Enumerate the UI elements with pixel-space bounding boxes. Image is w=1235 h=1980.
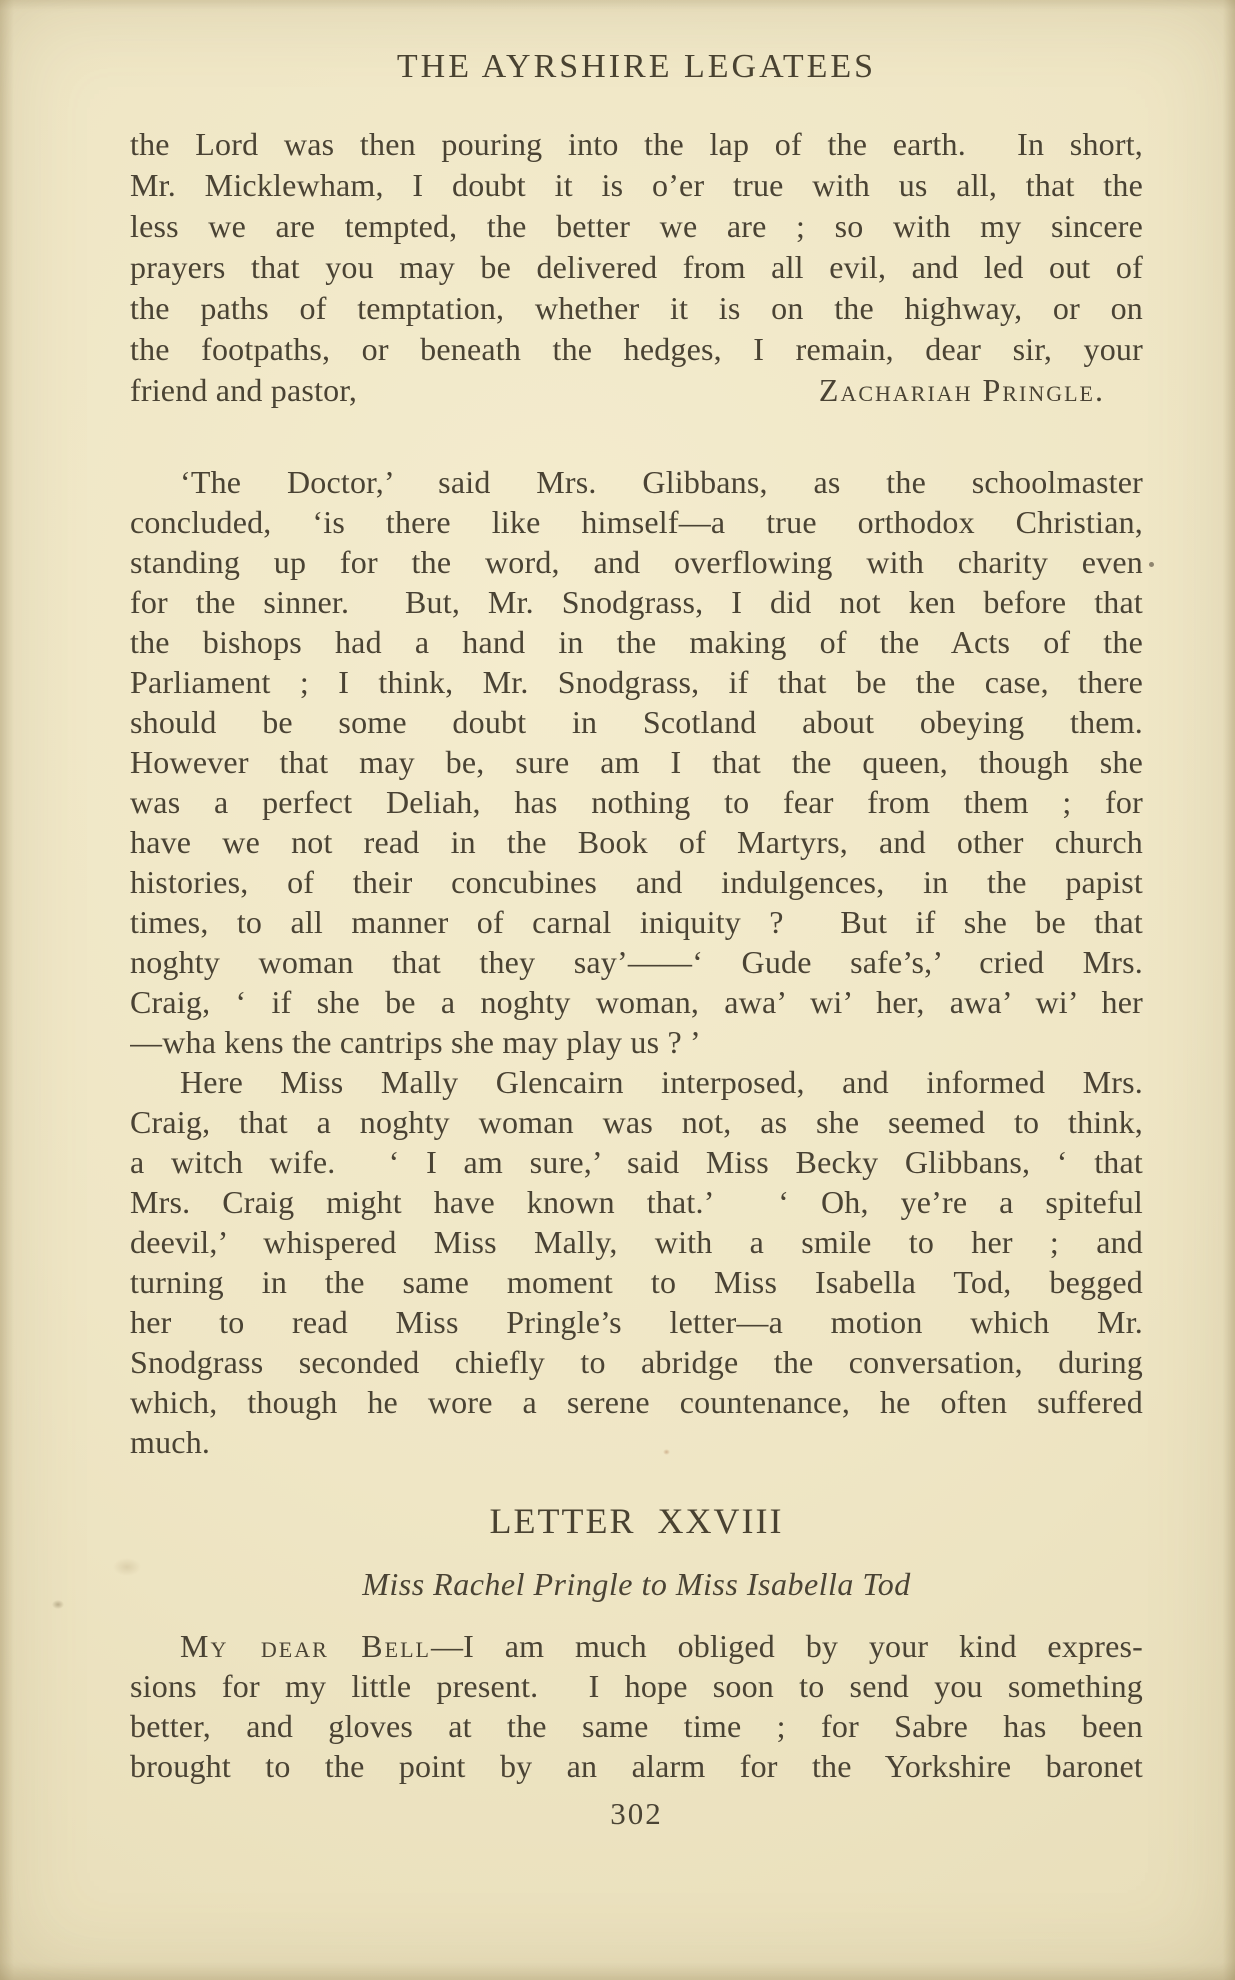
text-line: for the sinner. But, Mr. Snodgrass, I did not ken before that bbox=[130, 584, 1143, 620]
text-line: Mr. Micklewham, I doubt it is o’er true with us all, that the bbox=[130, 167, 1143, 203]
text-line: standing up for the word, and overflowing with charity even bbox=[130, 544, 1143, 580]
text-line: brought to the point by an alarm for the Yorkshire baronet bbox=[130, 1748, 1143, 1784]
text-line: which, though he wore a serene countenance, he often suffered bbox=[130, 1384, 1143, 1420]
text-line: the footpaths, or beneath the hedges, I remain, dear sir, your bbox=[130, 331, 1143, 367]
text-line: Mrs. Craig might have known that.’ ‘ Oh, ye’re a spiteful bbox=[130, 1184, 1143, 1220]
text-line: have we not read in the Book of Martyrs, and other church bbox=[130, 824, 1143, 860]
salutation: My dear Bell bbox=[180, 1628, 431, 1664]
text-line: ‘The Doctor,’ said Mrs. Glibbans, as the schoolmaster bbox=[180, 464, 1143, 500]
text-line: her to read Miss Pringle’s letter—a motion which Mr. bbox=[130, 1304, 1143, 1340]
paragraph-glibbans-dialogue bbox=[130, 462, 1143, 1062]
salutation-rest: —I am much obliged by your kind expres- bbox=[430, 1628, 1143, 1664]
text-line: the Lord was then pouring into the lap of the earth. In short, bbox=[130, 126, 1143, 162]
text-line: Snodgrass seconded chiefly to abridge the conversation, during bbox=[130, 1344, 1143, 1380]
signature-name: Zachariah Pringle. bbox=[818, 372, 1105, 408]
page-number: 302 bbox=[610, 1796, 663, 1831]
text-line: histories, of their concubines and indulgences, in the papist bbox=[130, 864, 1143, 900]
text-line: —wha kens the cantrips she may play us ? ’ bbox=[130, 1024, 701, 1060]
paragraph-glencairn bbox=[130, 1062, 1143, 1462]
paragraph-lines bbox=[130, 1666, 1143, 1786]
text-line: noghty woman that they say’——‘ Gude safe’s,’ cried Mrs. bbox=[130, 944, 1143, 980]
text-line: Here Miss Mally Glencairn interposed, and informed Mrs. bbox=[180, 1064, 1143, 1100]
text-line: better, and gloves at the same time ; for Sabre has been bbox=[130, 1708, 1143, 1744]
paragraph-letter-closing bbox=[130, 124, 1143, 411]
letter-heading: LETTER XXVIII bbox=[489, 1501, 784, 1541]
paragraph-rachel-letter bbox=[130, 1626, 1143, 1786]
stray-ink-dot bbox=[1149, 562, 1154, 567]
paragraph-lines bbox=[130, 124, 1143, 370]
text-line: concluded, ‘is there like himself—a true orthodox Christian, bbox=[130, 504, 1143, 540]
text-line: should be some doubt in Scotland about obeying them. bbox=[130, 704, 1143, 740]
text-line: was a perfect Deliah, has nothing to fear from them ; for bbox=[130, 784, 1143, 820]
text-line: Parliament ; I think, Mr. Snodgrass, if that be the case, there bbox=[130, 664, 1143, 700]
text-line: much. bbox=[130, 1424, 211, 1460]
text-line: prayers that you may be delivered from all evil, and led out of bbox=[130, 249, 1143, 285]
text-line: deevil,’ whispered Miss Mally, with a smile to her ; and bbox=[130, 1224, 1143, 1260]
text-line: However that may be, sure am I that the queen, though she bbox=[130, 744, 1143, 780]
text-line: the paths of temptation, whether it is on the highway, or on bbox=[130, 290, 1143, 326]
text-line: less we are tempted, the better we are ; so with my sincere bbox=[130, 208, 1143, 244]
text-line: the bishops had a hand in the making of the Acts of the bbox=[130, 624, 1143, 660]
text-line: a witch wife. ‘ I am sure,’ said Miss Becky Glibbans, ‘ that bbox=[130, 1144, 1143, 1180]
signature-line bbox=[130, 370, 1143, 411]
text-line: Craig, that a noghty woman was not, as she seemed to think, bbox=[130, 1104, 1143, 1140]
text-line: turning in the same moment to Miss Isabella Tod, begged bbox=[130, 1264, 1143, 1300]
text-line bbox=[130, 1626, 1143, 1666]
text-line: Craig, ‘ if she be a noghty woman, awa’ wi’ her, awa’ wi’ her bbox=[130, 984, 1143, 1020]
text-line: times, to all manner of carnal iniquity ? But if she be that bbox=[130, 904, 1143, 940]
letter-subheading: Miss Rachel Pringle to Miss Isabella Tod bbox=[362, 1566, 911, 1602]
closing-words: friend and pastor, bbox=[130, 372, 358, 408]
text-line: sions for my little present. I hope soon to send you something bbox=[130, 1668, 1143, 1704]
paper-speck bbox=[52, 1600, 64, 1609]
running-title: THE AYRSHIRE LEGATEES bbox=[396, 48, 877, 85]
